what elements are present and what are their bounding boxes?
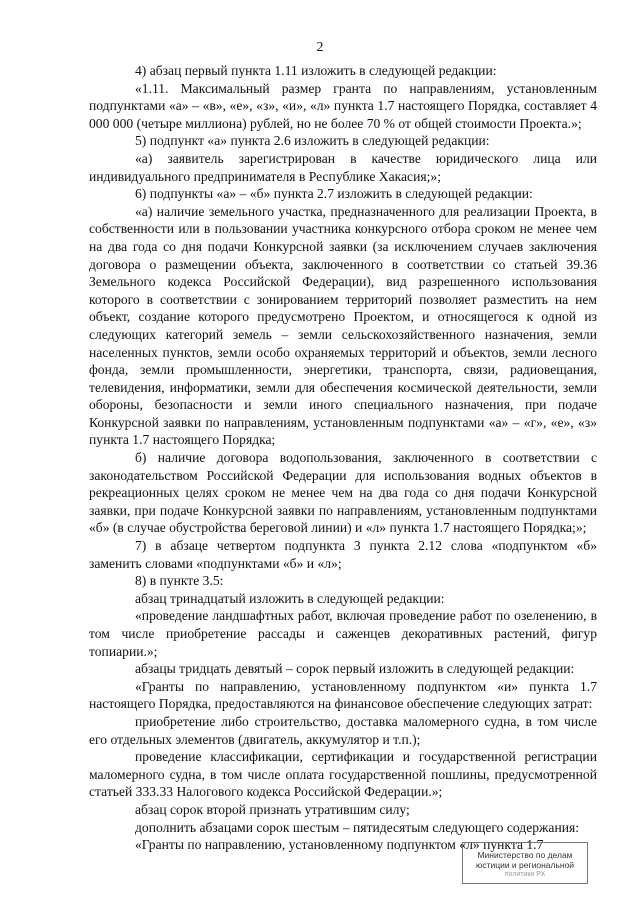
paragraph: 7) в абзаце четвертом подпункта 3 пункта 2.12 слова «подпунктом «б» заменить словами «подпунктами «б» и «л»; xyxy=(89,538,597,571)
stamp-line-2: юстиции и региональной xyxy=(475,860,575,870)
paragraph: абзац сорок второй признать утратившим силу; xyxy=(135,801,410,817)
paragraph: 8) в пункте 3.5: xyxy=(135,573,224,589)
paragraph: абзацы тридцать девятый – сорок первый изложить в следующей редакции: xyxy=(135,661,575,677)
page-number: 2 xyxy=(316,40,324,55)
paragraph: дополнить абзацами сорок шестым – пятидесятым следующего содержания: xyxy=(135,819,580,835)
stamp-line-1: Министерство по делам xyxy=(477,850,573,860)
ministry-stamp xyxy=(462,842,588,884)
paragraph: «проведение ландшафтных работ, включая проведение работ по озеленению, в том числе приобретение рассады и саженцев декоративных растений, фигур топиарии.»; xyxy=(89,608,597,659)
paragraph: приобретение либо строительство, доставка маломерного судна, в том числе его отдельных элементов (двигатель, аккумулятор и т.п.); xyxy=(89,713,597,747)
stamp-line-3: политики РХ xyxy=(504,871,546,878)
paragraph: 4) абзац первый пункта 1.11 изложить в следующей редакции: xyxy=(135,63,497,78)
document-body xyxy=(89,62,597,854)
paragraph: «1.11. Максимальный размер гранта по направлениям, установленным подпунктами «а» – «в», «е», «з», «и», «л» пункта 1.7 настоящего Порядка, составляет 4 000 000 (четыре миллиона) рублей, но не более 70 % от общей стоимости Проекта.»; xyxy=(89,80,597,131)
paragraph: проведение классификации, сертификации и государственной регистрации маломерного судна, в том числе оплата государственной пошлины, предусмотренной статьей 333.33 Налогового кодекса Российской Федерации.»; xyxy=(89,749,597,800)
paragraph: абзац тринадцатый изложить в следующей редакции: xyxy=(135,590,445,606)
paragraph: «а) наличие земельного участка, предназначенного для реализации Проекта, в собственности или в пользовании участника конкурсного отбора сроком не менее чем на два года со дня подачи Конкурсной заявки (за исключением случаев заключения договора о размещении объекта, заключенного в соответствии со статьей 39.36 Земельного кодекса Российской Федерации), вид разрешенного использования которого в соответствии с зонированием территорий позволяет разместить на нем объект, создание которого предусмотрено Проектом, и относящегося к одной из следующих категорий земель – земли сельскохозяйственного назначения, земли населенных пунктов, земли особо охраняемых территорий и объектов, земли лесного фонда, земли промышленности, энергетики, транспорта, связи, радиовещания, телевидения, информатики, земли для обеспечения космической деятельности, земли обороны, безопасности и земли иного специального назначения, при подаче Конкурсной заявки по направлениям, установленным подпунктами «а» – «г», «е», «з» пункта 1.7 настоящего Порядка; xyxy=(89,203,597,448)
paragraph: «Гранты по направлению, установленному подпунктом «л» пункта 1.7 xyxy=(135,837,544,853)
paragraph: 6) подпункты «а» – «б» пункта 2.7 изложить в следующей редакции: xyxy=(135,186,533,202)
paragraph: «Гранты по направлению, установленному подпунктом «и» пункта 1.7 настоящего Порядка, предоставляются на финансовое обеспечение следующих затрат: xyxy=(89,678,597,712)
paragraph: «а) заявитель зарегистрирован в качестве юридического лица или индивидуального предпринимателя в Республике Хакасия;»; xyxy=(89,150,597,184)
paragraph: б) наличие договора водопользования, заключенного в соответствии с законодательством Российской Федерации для использования водных объектов в рекреационных целях сроком не менее чем на два года со дня подачи Конкурсной заявки, при подаче Конкурсной заявки по направлениям, установленным подпунктами «б» (в случае обустройства береговой линии) и «л» пункта 1.7 настоящего Порядка;»; xyxy=(89,450,597,536)
paragraph: 5) подпункт «а» пункта 2.6 изложить в следующей редакции: xyxy=(135,133,490,149)
